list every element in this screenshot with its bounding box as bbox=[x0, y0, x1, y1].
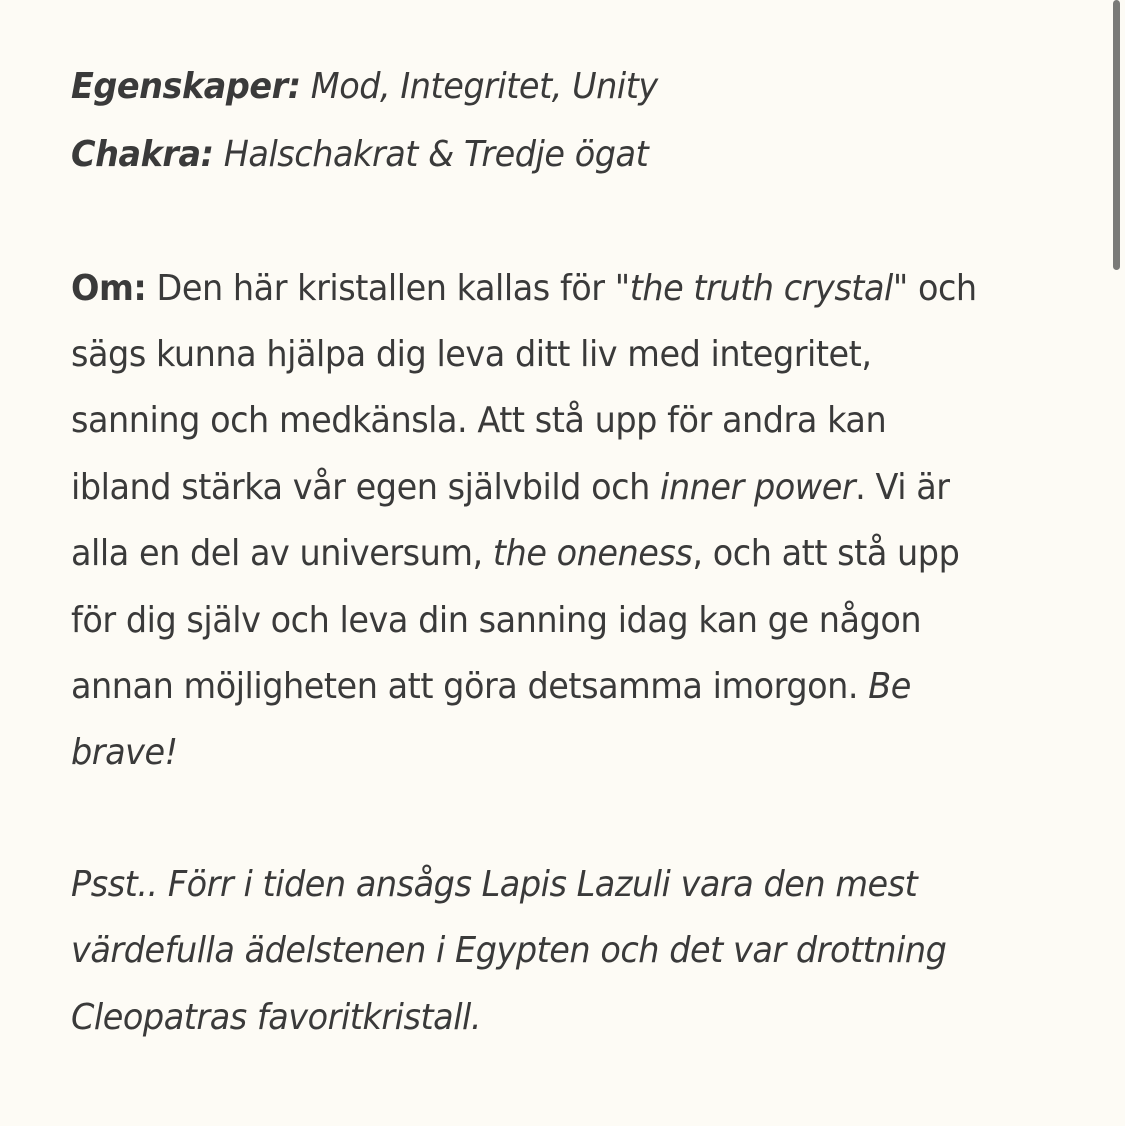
about-text: . Vi är bbox=[855, 467, 950, 508]
about-line bbox=[71, 334, 872, 375]
about-line bbox=[71, 732, 178, 773]
about-line bbox=[71, 268, 977, 309]
about-text: och bbox=[907, 268, 977, 309]
about-text: sanning och medkänsla. Att stå upp för andra kan bbox=[71, 400, 887, 441]
chakra-value: Halschakrat & Tredje ögat bbox=[223, 134, 649, 175]
about-text-italic: brave! bbox=[71, 732, 178, 773]
psst-line: Psst.. Förr i tiden ansågs Lapis Lazuli vara den mest bbox=[71, 864, 918, 905]
about-text: alla en del av universum, bbox=[71, 533, 493, 574]
scrollbar-thumb[interactable] bbox=[1113, 0, 1120, 270]
about-text-italic: the oneness bbox=[492, 533, 693, 574]
about-line bbox=[71, 533, 959, 574]
about-label: Om: bbox=[71, 268, 147, 309]
about-text: annan möjligheten att göra detsamma imorgon. bbox=[71, 666, 869, 707]
about-line bbox=[71, 600, 921, 641]
psst-line: Cleopatras favoritkristall. bbox=[71, 997, 482, 1038]
about-text: , och att stå upp bbox=[692, 533, 960, 574]
about-text: för dig själv och leva din sanning idag kan ge någon bbox=[71, 600, 922, 641]
chakra-line bbox=[71, 134, 648, 175]
vertical-scrollbar[interactable] bbox=[1095, 0, 1125, 1126]
about-text: sägs kunna hjälpa dig leva ditt liv med integritet, bbox=[71, 334, 872, 375]
psst-line: värdefulla ädelstenen i Egypten och det var drottning bbox=[71, 930, 947, 971]
properties-value: Mod, Integritet, Unity bbox=[310, 66, 658, 107]
about-line bbox=[71, 400, 886, 441]
properties-label: Egenskaper: bbox=[71, 66, 301, 107]
about-text-italic: Be bbox=[868, 666, 911, 707]
about-text: ibland stärka vår egen självbild och bbox=[71, 467, 661, 508]
about-text-italic: inner power bbox=[660, 467, 856, 508]
about-line bbox=[71, 666, 911, 707]
about-text: Den här kristallen kallas för bbox=[146, 268, 615, 309]
about-line bbox=[71, 467, 950, 508]
properties-line bbox=[71, 66, 658, 107]
chakra-label: Chakra: bbox=[71, 134, 214, 175]
about-text-italic: "the truth crystal" bbox=[614, 268, 908, 309]
